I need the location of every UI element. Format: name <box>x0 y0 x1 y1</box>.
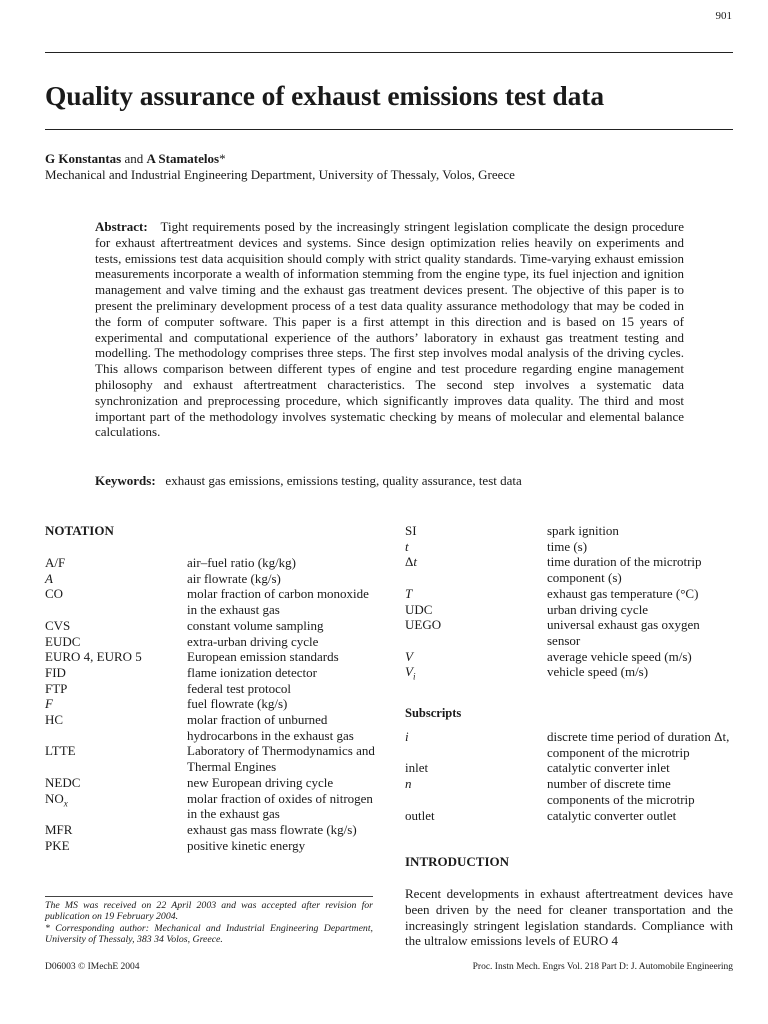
notation-row <box>45 665 375 681</box>
notation-symbol: FID <box>45 664 66 680</box>
notation-list-right <box>405 523 735 686</box>
notation-row <box>405 664 735 685</box>
subscript-definition: discrete time period of duration Δt, component of the microtrip <box>547 729 730 760</box>
notation-definition: positive kinetic energy <box>187 837 306 853</box>
notation-symbol: F <box>45 696 53 712</box>
notation-definition: vehicle speed (m/s) <box>547 664 649 680</box>
notation-list-left <box>45 555 375 853</box>
abstract-text: Tight requirements posed by the increasingly stringent legislation complicate the design procedure for exhaust aftertreatment devices and systems. Since design optimization relies heavily on experiments and tests, emissions test data acquisition should comply with strict quality standards. Time-varying exhaust emission measurements incorporate a wealth of information stemming from the engine type, its fuel injection and ignition management and valve timing and the exhaust gas treatment devices present. The objective of this paper is to present the preliminary development process of a test data quality assurance methodology that may be coded in the form of computer software. This paper is a first attempt in this direction and is based on 15 years of experimental and computational experience of the authors’ laboratory in exhaust gas treatment testing and modelling. The methodology comprises three steps. The first step involves modal analysis of the driving cycles. This allows comparison between different types of engine and test procedure regarding engine management philosophy and exhaust aftertreatment characteristics. The second step involves a systematic data synchronization and preprocessing procedure, which significantly improves data quality. The third and most important part of the methodology involves systematic checking by means of molecular and elemental balance calculations. <box>95 219 684 440</box>
notation-symbol: PKE <box>45 837 70 853</box>
subscript-row <box>405 729 735 760</box>
footnote-received: The MS was received on 22 April 2003 and was accepted after revision for publication on 19 February 2004. <box>45 900 373 923</box>
notation-symbol: FTP <box>45 680 68 696</box>
notation-row <box>45 712 375 743</box>
notation-heading: NOTATION <box>45 523 114 538</box>
title-rule <box>45 129 733 130</box>
notation-symbol: EURO 4, EURO 5 <box>45 649 142 665</box>
introduction-text: Recent developments in exhaust aftertreatment devices have been driven by the need for cleaner transportation and the increasingly stringent legislation standards. Compliance with the ultralow emissions levels of EURO 4 <box>405 886 733 949</box>
notation-symbol-vi <box>405 664 547 685</box>
keywords <box>95 473 522 489</box>
footnote-corresponding: * Corresponding author: Mechanical and Industrial Engineering Department, University of Thessaly, 383 34 Volos, Greece. <box>45 922 373 946</box>
subscript-symbol: i <box>405 729 409 744</box>
notation-row <box>45 618 375 634</box>
page-number: 901 <box>715 10 732 22</box>
notation-row <box>45 634 375 650</box>
notation-row <box>405 586 735 602</box>
notation-symbol: LTTE <box>45 743 76 759</box>
notation-definition: air–fuel ratio (kg/kg) <box>187 555 297 570</box>
subscript-row <box>405 776 735 807</box>
notation-row <box>405 523 735 539</box>
notation-symbol: T <box>405 585 413 601</box>
footer-journal: Proc. Instn Mech. Engrs Vol. 218 Part D: J. Automobile Engineering <box>472 962 733 972</box>
notation-row <box>45 775 375 791</box>
notation-symbol-subscript: x <box>63 798 68 809</box>
notation-definition: constant volume sampling <box>187 617 324 633</box>
author-konstantas: G Konstantas <box>45 151 122 166</box>
abstract-label: Abstract: <box>95 219 148 234</box>
subscript-definition: catalytic converter outlet <box>547 807 677 823</box>
notation-definition: fuel flowrate (kg/s) <box>187 696 288 712</box>
author-conjunction: and <box>121 151 147 166</box>
notation-symbol-nox <box>45 791 187 822</box>
notation-symbol-subscript: i <box>412 671 416 682</box>
notation-row <box>45 743 375 774</box>
notation-row <box>405 617 735 648</box>
subscript-symbol: outlet <box>405 807 435 823</box>
notation-definition: extra-urban driving cycle <box>187 633 319 649</box>
footer-doi: D06003 © IMechE 2004 <box>45 962 140 972</box>
notation-row <box>405 539 735 555</box>
notation-symbol: UEGO <box>405 617 442 633</box>
notation-symbol: V <box>405 648 413 664</box>
notation-definition: air flowrate (kg/s) <box>187 570 281 586</box>
notation-symbol-delta-t <box>405 554 547 585</box>
notation-row <box>45 681 375 697</box>
footnote-rule <box>45 896 373 897</box>
notation-row <box>45 649 375 665</box>
notation-symbol: HC <box>45 712 64 728</box>
notation-symbol-base: V <box>405 664 413 680</box>
keywords-text: exhaust gas emissions, emissions testing, quality assurance, test data <box>165 473 522 488</box>
delta-t-letter: t <box>413 554 417 570</box>
notation-row <box>45 586 375 617</box>
keywords-label: Keywords: <box>95 473 156 488</box>
notation-symbol: A <box>45 570 53 586</box>
subscript-definition: number of discrete time components of the microtrip <box>547 776 695 807</box>
notation-definition: exhaust gas temperature (°C) <box>547 585 699 601</box>
subscript-symbol: n <box>405 776 412 792</box>
notation-definition: European emission standards <box>187 649 339 665</box>
notation-row <box>45 822 375 838</box>
notation-definition: time duration of the microtrip component (s) <box>547 554 702 586</box>
notation-symbol: CO <box>45 586 64 602</box>
introduction-heading: INTRODUCTION <box>405 854 510 869</box>
subscripts-list <box>405 729 735 823</box>
notation-definition: spark ignition <box>547 523 619 538</box>
top-rule <box>45 52 733 53</box>
notation-symbol: UDC <box>405 601 433 617</box>
affiliation: Mechanical and Industrial Engineering Department, University of Thessaly, Volos, Greece <box>45 167 515 182</box>
notation-definition: average vehicle speed (m/s) <box>547 648 692 664</box>
notation-row <box>45 555 375 571</box>
delta-sign: Δ <box>405 554 414 570</box>
subscript-row <box>405 760 735 776</box>
notation-symbol-base: NO <box>45 790 64 806</box>
notation-definition: flame ionization detector <box>187 664 317 680</box>
corresponding-mark: * <box>219 151 226 166</box>
notation-symbol: EUDC <box>45 633 81 649</box>
notation-definition: time (s) <box>547 538 588 554</box>
notation-symbol: t <box>405 538 409 554</box>
author-line <box>45 151 226 167</box>
notation-symbol: CVS <box>45 617 71 633</box>
notation-definition: new European driving cycle <box>187 774 334 790</box>
notation-definition: molar fraction of unburned hydrocarbons in the exhaust gas <box>187 712 354 743</box>
notation-symbol: A/F <box>45 555 66 570</box>
notation-symbol: SI <box>405 523 417 538</box>
notation-definition: Laboratory of Thermodynamics and Thermal Engines <box>187 743 375 775</box>
footnote <box>45 900 373 946</box>
subscript-row <box>405 808 735 824</box>
notation-symbol: MFR <box>45 821 73 837</box>
author-stamatelos: A Stamatelos <box>146 151 220 166</box>
abstract <box>95 219 684 440</box>
notation-row <box>45 791 375 822</box>
notation-row <box>405 602 735 618</box>
notation-row <box>45 571 375 587</box>
notation-row <box>405 649 735 665</box>
subscript-symbol: inlet <box>405 760 429 776</box>
notation-symbol: NEDC <box>45 774 81 790</box>
subscript-definition: catalytic converter inlet <box>547 760 670 776</box>
notation-definition: universal exhaust gas oxygen sensor <box>547 617 700 648</box>
notation-definition: urban driving cycle <box>547 601 649 617</box>
paper-title: Quality assurance of exhaust emissions test data <box>45 80 604 111</box>
subscripts-heading: Subscripts <box>405 706 462 720</box>
notation-row <box>45 696 375 712</box>
notation-definition: exhaust gas mass flowrate (kg/s) <box>187 821 357 837</box>
notation-row <box>45 838 375 854</box>
notation-row <box>405 554 735 585</box>
notation-definition: federal test protocol <box>187 680 291 696</box>
notation-definition: molar fraction of carbon monoxide in the exhaust gas <box>187 586 369 618</box>
notation-definition: molar fraction of oxides of nitrogen in the exhaust gas <box>187 790 373 822</box>
